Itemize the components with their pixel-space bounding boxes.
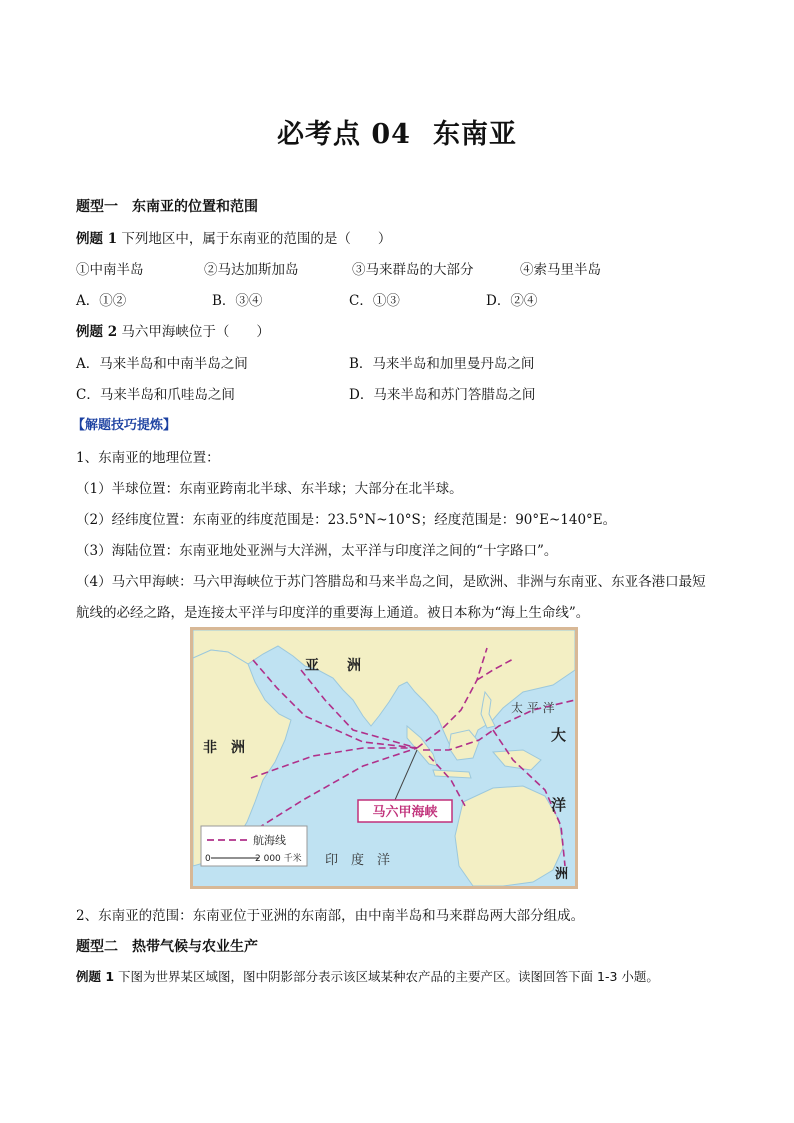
label-oceania-3: 洲 [555, 867, 569, 882]
ex1-item-2: ②马达加斯加岛 [204, 262, 299, 278]
point-1-4: （4）马六甲海峡：马六甲海峡位于苏门答腊岛和马来半岛之间，是欧洲、非洲与东南亚、东亚各港口最短 [76, 574, 706, 590]
page-title: 必考点 04 东南亚 [277, 119, 517, 150]
ex1-item-1: ①中南半岛 [76, 262, 144, 278]
point-1: 1、东南亚的地理位置： [76, 450, 220, 466]
point-1-2: （2）经纬度位置：东南亚的纬度范围是：23.5°N~10°S；经度范围是：90°E~140°E。 [76, 512, 617, 528]
ex1-option-c: C．①③ [349, 293, 400, 309]
label-oceania-1: 大 [551, 726, 567, 744]
section-heading-2: 题型二 热带气候与农业生产 [76, 939, 258, 955]
ex2-option-b: B．马来半岛和加里曼丹岛之间 [349, 356, 535, 372]
label-asia: 亚 洲 [305, 658, 361, 674]
point-1-4-cont: 航线的必经之路，是连接太平洋与印度洋的重要海上通道。被日本称为“海上生命线”。 [76, 605, 590, 621]
label-pacific: 太 平 洋 [511, 701, 555, 715]
label-oceania-2: 洋 [551, 796, 567, 814]
point-1-3: （3）海陆位置：东南亚地处亚洲与大洋洲，太平洋与印度洋之间的“十字路口”。 [76, 543, 558, 559]
scale-zero: 0 [205, 854, 211, 864]
ex1-option-a: A．①② [76, 293, 127, 309]
ex2-option-d: D．马来半岛和苏门答腊岛之间 [349, 387, 536, 403]
strait-label: 马六甲海峡 [372, 805, 438, 820]
label-indian-ocean: 印 度 洋 [325, 853, 391, 868]
example-3-question: 例题 1 下图为世界某区域图，图中阴影部分表示该区域某种农产品的主要产区。读图回答下面 1-3 小题。 [76, 969, 659, 984]
ex2-option-c: C．马来半岛和爪哇岛之间 [76, 387, 235, 403]
ex2-option-a: A．马来半岛和中南半岛之间 [76, 356, 248, 372]
ex1-item-3: ③马来群岛的大部分 [352, 262, 474, 278]
section-heading-1: 题型一 东南亚的位置和范围 [76, 199, 258, 215]
label-africa: 非 洲 [203, 740, 245, 756]
point-2: 2、东南亚的范围：东南亚位于亚洲的东南部，由中南半岛和马来群岛两大部分组成。 [76, 908, 585, 924]
tips-heading: 【解题技巧提炼】 [72, 418, 177, 433]
ex1-option-d: D．②④ [486, 293, 538, 309]
example-1-question: 例题 1 下列地区中，属于东南亚的范围的是（ ） [76, 231, 392, 247]
scale-value: 2 000 千米 [255, 854, 302, 864]
example-2-question: 例题 2 马六甲海峡位于（ ） [76, 324, 270, 340]
legend-route-label: 航海线 [253, 834, 286, 847]
ex1-option-b: B．③④ [212, 293, 263, 309]
landmass-australia [455, 786, 563, 886]
ex1-item-4: ④索马里半岛 [520, 262, 601, 278]
point-1-1: （1）半球位置：东南亚跨南北半球、东半球；大部分在北半球。 [76, 481, 463, 497]
malacca-map [190, 627, 578, 889]
